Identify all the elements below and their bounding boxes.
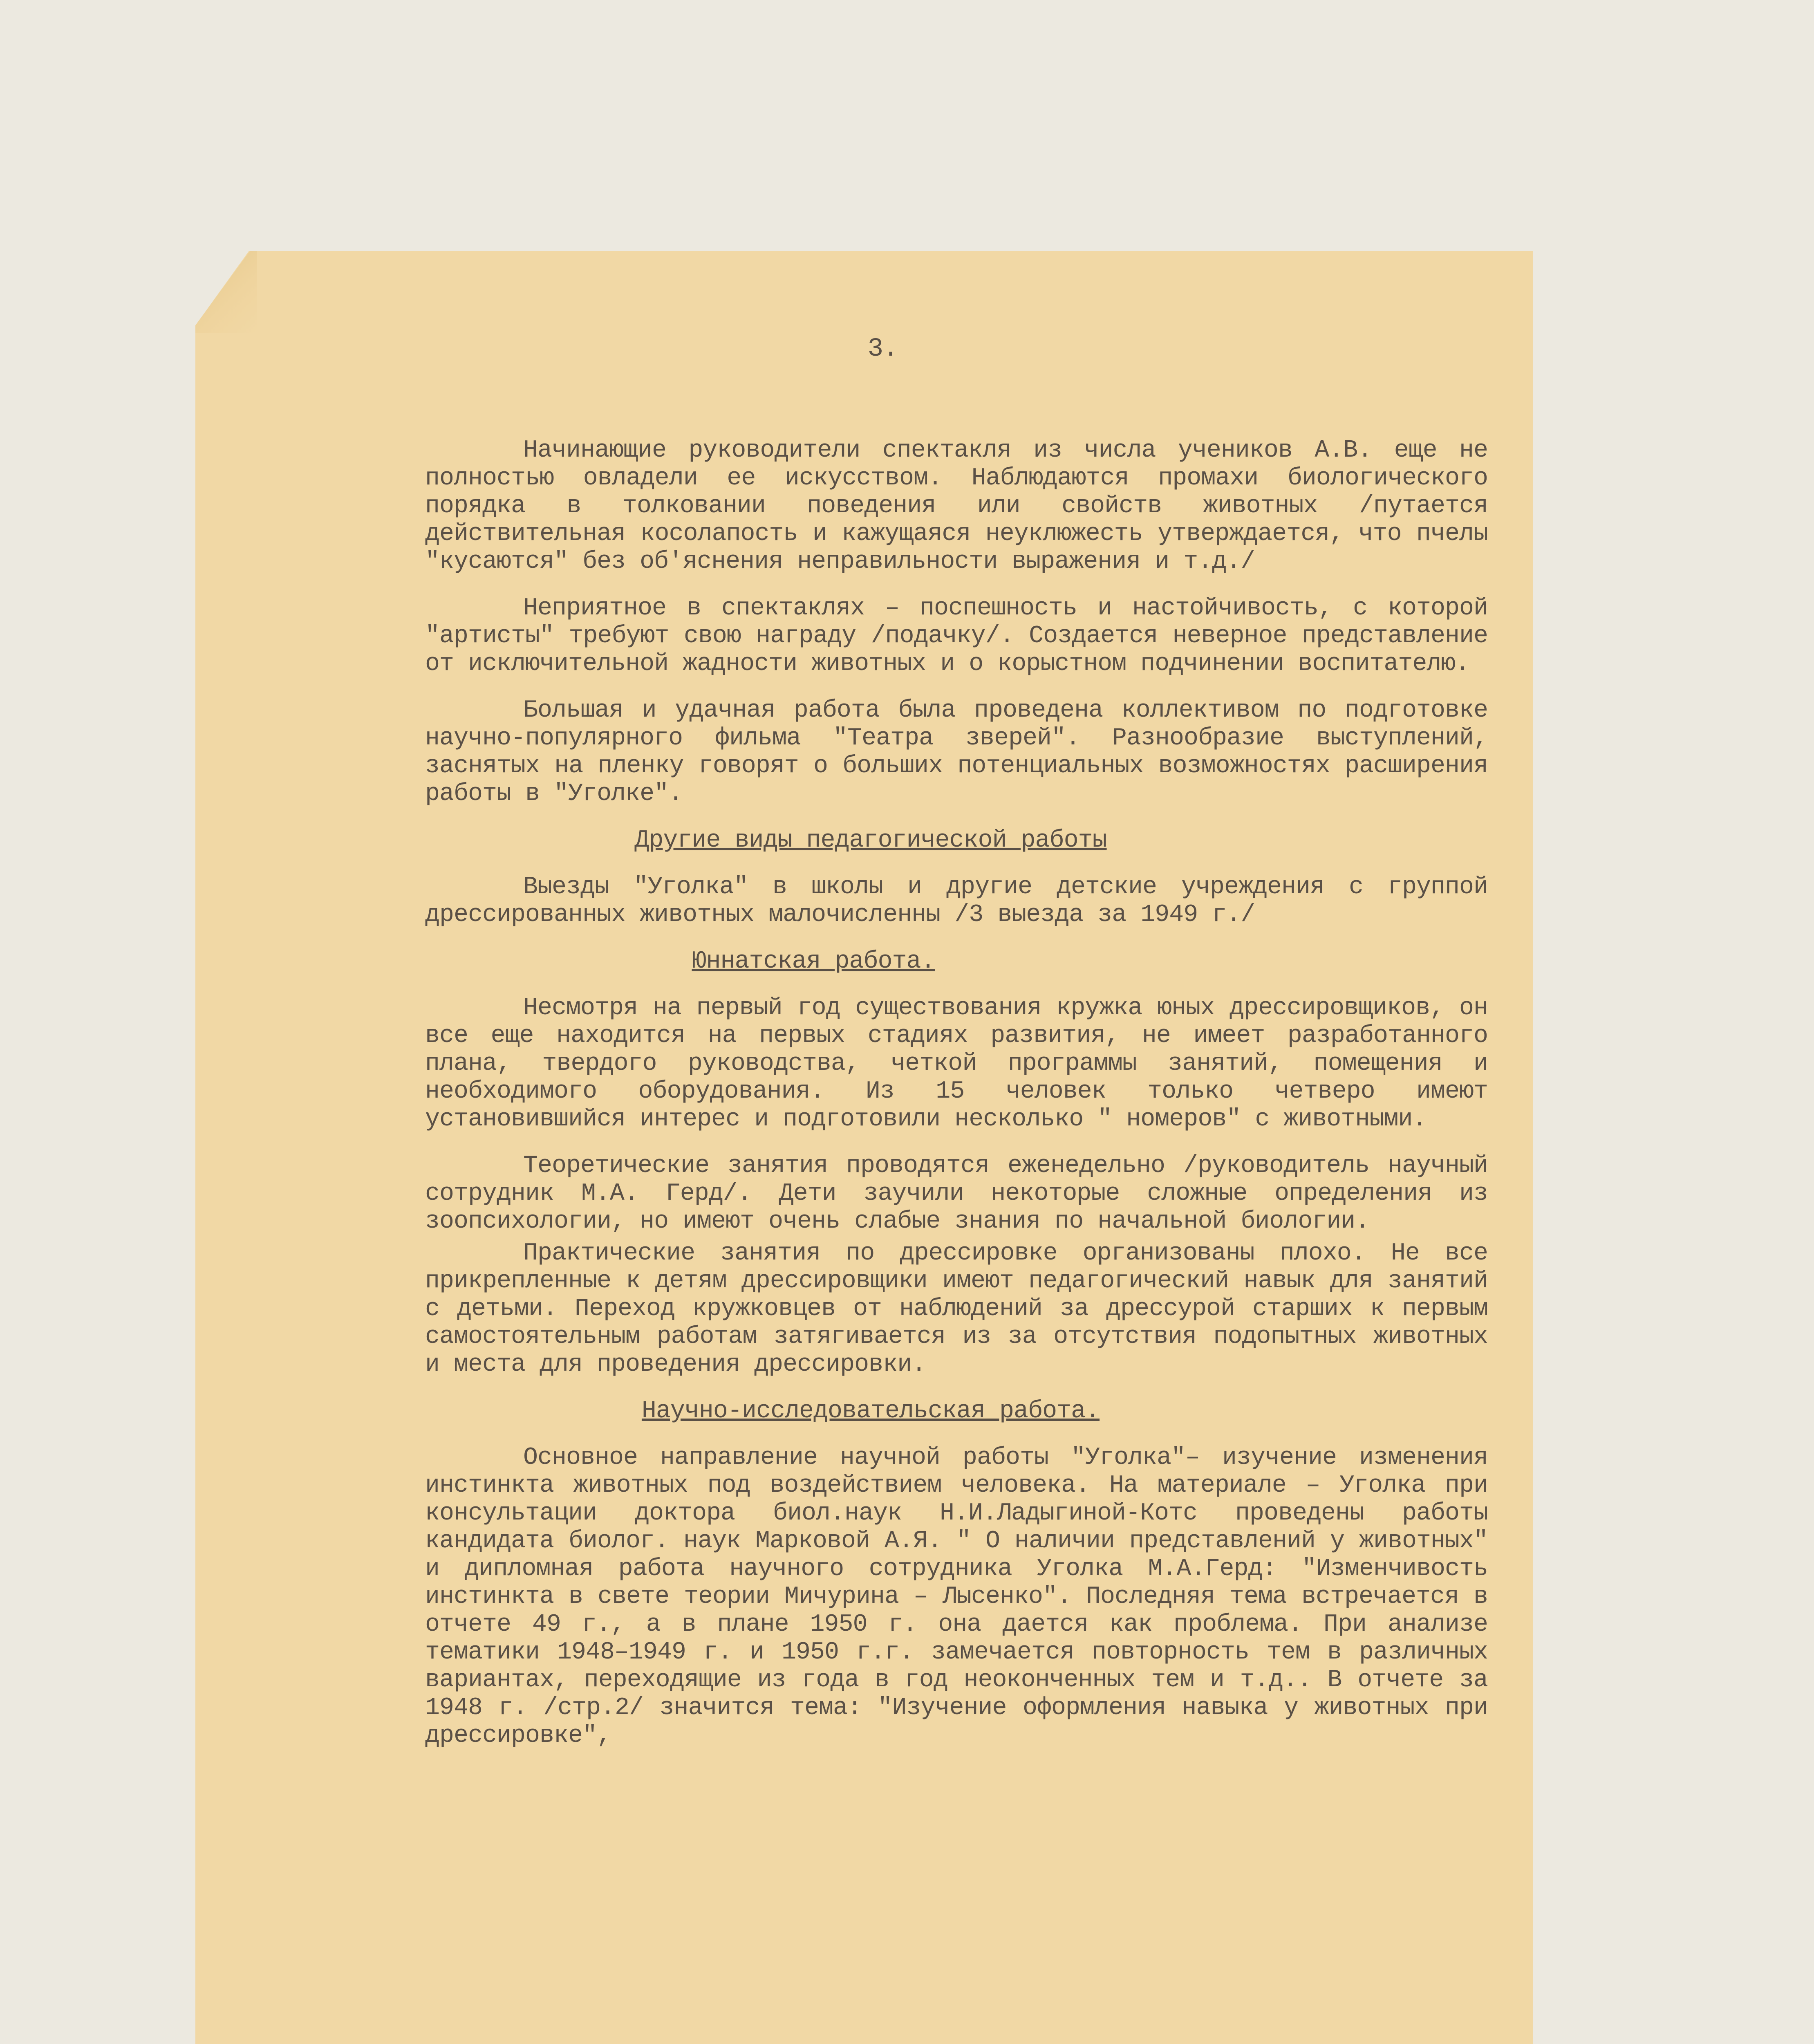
paragraph-school-visits: Выезды "Уголка" в школы и другие детские учреждения с группой дрессированных животных малочисленны /3 выезда за 1949 г./ bbox=[425, 873, 1488, 929]
heading-young-naturalists: Юннатская работа. bbox=[692, 948, 935, 975]
heading-other-pedagogical-work: Другие виды педагогической работы bbox=[634, 827, 1107, 854]
paragraph-trainers-club: Несмотря на первый год существования кружка юных дрессировщиков, он все еще находится на первых стадиях развития, не имеет разработанного плана, твердого руководства, четкой программы занятий, помещения и необходимого оборудования. Из 15 человек только четверо имеют установившийся интерес и подготовили несколько " номеров" с животными. bbox=[425, 994, 1488, 1133]
paragraph-research-direction: Основное направление научной работы "Уголка"– изучение изменения инстинкта животных под воздействием человека. На материале – Уголка при консультации доктора биол.наук Н.И.Ладыгиной-Котс проведены работы кандидата биолог. наук Марковой А.Я. " О наличии представлений у животных" и дипломная работа научного сотрудника Уголка М.А.Герд: "Изменчивость инстинкта в свете теории Мичурина – Лысенко". Последняя тема встречается в отчете 49 г., а в плане 1950 г. она дается как проблема. При анализе тематики 1948–1949 г. и 1950 г.г. замечается повторность тем в различных вариантах, переходящие из года в год неоконченных тем и т.д.. В отчете за 1948 г. /стр.2/ значится тема: "Изучение оформления навыка у животных при дрессировке", bbox=[425, 1444, 1488, 1750]
paragraph-performance-issues: Неприятное в спектаклях – поспешность и настойчивость, с которой "артисты" требуют свою награду /подачку/. Создается неверное представление от исключительной жадности животных и о корыстном подчинении воспитателю. bbox=[425, 594, 1488, 678]
page-number: 3. bbox=[867, 334, 898, 364]
folded-corner bbox=[195, 251, 257, 333]
paragraph-practical-classes: Практические занятия по дрессировке организованы плохо. Не все прикрепленные к детям дрессировщики имеют педагогический навык для занятий с детьми. Переход кружковцев от наблюдений за дрессурой старших к первым самостоятельным работам затягивается из за отсутствия подопытных животных и места для проведения дрессировки. bbox=[425, 1239, 1488, 1378]
paragraph-performance-leaders: Начинающие руководители спектакля из числа учеников А.В. еще не полностью овладели ее искусством. Наблюдаются промахи биологического порядка в толковании поведения или свойств животных /путается действительная косолапость и кажущаяся неуклюжесть утверждается, что пчелы "кусаются" без об'яснения неправильности выражения и т.д./ bbox=[425, 437, 1488, 576]
heading-research-work: Научно-исследовательская работа. bbox=[641, 1397, 1100, 1425]
paragraph-theory-classes: Теоретические занятия проводятся еженедельно /руководитель научный сотрудник М.А. Герд/. Дети заучили некоторые сложные определения из зоопсихологии, но имеют очень слабые знания по начальной биологии. bbox=[425, 1152, 1488, 1235]
document-body bbox=[425, 319, 1488, 1768]
paragraph-film-work: Большая и удачная работа была проведена коллективом по подготовке научно-популярного фильма "Театра зверей". Разнообразие выступлений, заснятых на пленку говорят о больших потенциальных возможностях расширения работы в "Уголке". bbox=[425, 697, 1488, 808]
